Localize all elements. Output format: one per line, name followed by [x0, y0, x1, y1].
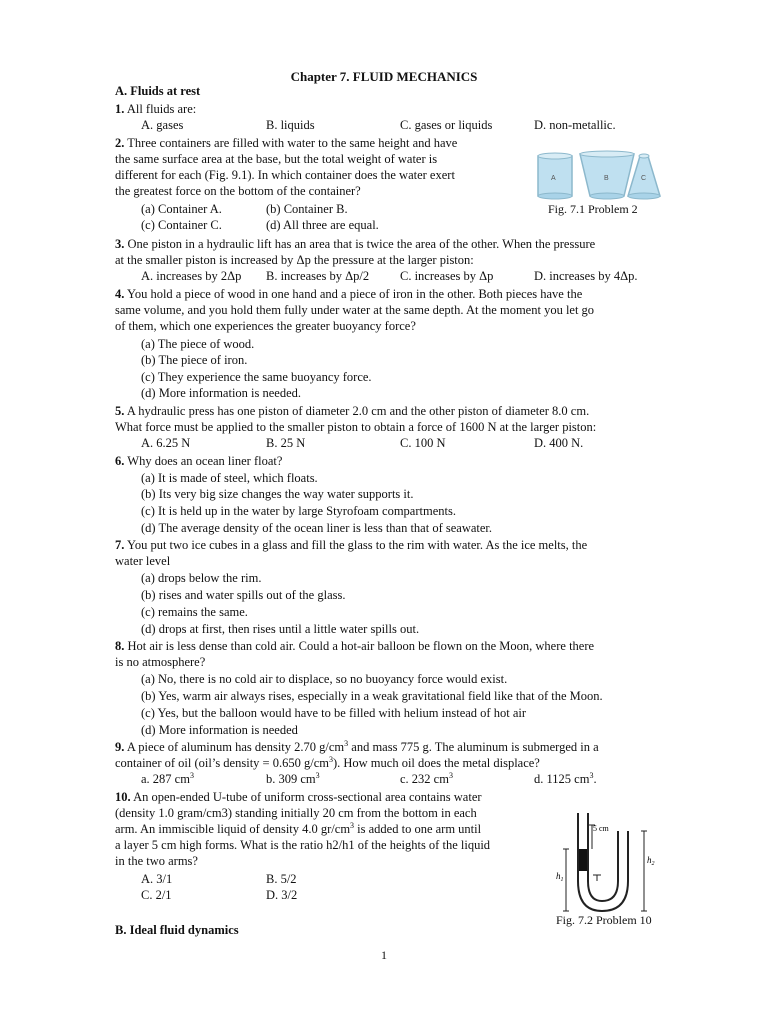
question-4-line-3: of them, which one experiences the greater buoyancy force? — [115, 319, 416, 333]
q5-option-d: D. 400 N. — [534, 436, 584, 450]
q2-option-a: (a) Container A. — [141, 202, 222, 216]
question-7-line-1: 7. You put two ice cubes in a glass and fill the glass to the rim with water. As the ice melts, the — [115, 538, 588, 552]
q9-option-b: b. 309 $cm^3$ — [266, 770, 320, 786]
figure-7-1-caption: Fig. 7.1 Problem 2 — [548, 202, 638, 216]
q7-option-a: (a) drops below the rim. — [141, 571, 262, 585]
question-7-line-2: water level — [115, 554, 171, 568]
q8-option-b: (b) Yes, warm air always rises, especially in a weak gravitational field like that of the Moon. — [141, 689, 603, 703]
container-label-c: C — [641, 175, 647, 182]
question-10-line-3: arm. An immiscible liquid of density 4.0 $gr/cm^3$ is added to one arm until — [115, 820, 482, 836]
question-2-line-3: different for each (Fig. 9.1). In which container does the water exert — [115, 168, 455, 182]
q5-option-c: C. 100 N — [400, 436, 446, 450]
question-2-line-2: the same surface area at the base, but the total weight of water is — [115, 152, 438, 166]
q1-option-d: D. non-metallic. — [534, 118, 616, 132]
question-4-line-2: same volume, and you hold them fully under water at the same depth. At the moment you let go — [115, 303, 595, 317]
q9-option-a: a. 287 $cm^3$ — [141, 770, 194, 786]
question-10-line-2: (density 1.0 gram/cm3) standing initially 20 cm from the bottom in each — [115, 806, 477, 820]
question-1: 1. All fluids are: — [115, 102, 197, 116]
q4-option-a: (a) The piece of wood. — [141, 337, 255, 351]
question-9-line-2: container of oil (oil’s density = 0.650 $g/cm^3$). How much oil does the metal displace? — [115, 754, 540, 770]
container-label-b: B — [604, 175, 609, 182]
question-3-line-1: 3. One piston in a hydraulic lift has an area that is twice the area of the other. When the pressure — [115, 237, 596, 251]
label-h1: $h_1$ — [556, 871, 564, 883]
question-4-line-1: 4. You hold a piece of wood in one hand and a piece of iron in the other. Both pieces have the — [115, 287, 583, 301]
figure-7-2-u-tube — [548, 803, 666, 915]
q7-option-d: (d) drops at first, then rises until a little water spills out. — [141, 622, 420, 636]
q4-option-b: (b) The piece of iron. — [141, 353, 248, 367]
q2-option-c: (c) Container C. — [141, 218, 222, 232]
q8-option-a: (a) No, there is no cold air to displace, so no buoyancy force would exist. — [141, 672, 508, 686]
question-8-line-2: is no atmosphere? — [115, 655, 206, 669]
q9-option-d: d. 1125 $cm^3$. — [534, 770, 597, 786]
question-6-line-1: 6. Why does an ocean liner float? — [115, 454, 283, 468]
label-h2: $h_2$ — [647, 855, 655, 867]
question-9-line-1: 9. A piece of aluminum has density 2.70 $g/cm^3$ and mass 775 g. The aluminum is submerged in a — [115, 738, 599, 754]
page-number: 1 — [381, 948, 387, 962]
q3-option-d: D. increases by 4Δp. — [534, 269, 638, 283]
figure-7-1-containers — [536, 150, 664, 200]
q1-option-c: C. gases or liquids — [400, 118, 493, 132]
question-5-line-1: 5. A hydraulic press has one piston of diameter 2.0 cm and the other piston of diameter 8.0 cm. — [115, 404, 590, 418]
section-b-heading: B. Ideal fluid dynamics — [115, 923, 239, 937]
q2-option-d: (d) All three are equal. — [266, 218, 379, 232]
q10-option-c: C. 2/1 — [141, 888, 172, 902]
q6-option-b: (b) Its very big size changes the way water supports it. — [141, 487, 414, 501]
q3-option-a: A. increases by 2Δp — [141, 269, 242, 283]
q6-option-d: (d) The average density of the ocean liner is less than that of seawater. — [141, 521, 493, 535]
figure-7-2-caption: Fig. 7.2 Problem 10 — [556, 913, 652, 927]
question-8-line-1: 8. Hot air is less dense than cold air. Could a hot-air balloon be flown on the Moon, where there — [115, 639, 595, 653]
section-a-heading: A. Fluids at rest — [115, 84, 201, 98]
q4-option-d: (d) More information is needed. — [141, 386, 302, 400]
chapter-title: Chapter 7. FLUID MECHANICS — [290, 69, 478, 84]
q5-option-a: A. 6.25 N — [141, 436, 191, 450]
q9-option-c: c. 232 $cm^3$ — [400, 770, 453, 786]
question-10-line-1: 10. An open-ended U-tube of uniform cross-sectional area contains water — [115, 790, 482, 804]
question-10-line-4: a layer 5 cm high forms. What is the ratio h2/h1 of the heights of the liquid — [115, 838, 491, 852]
q6-option-c: (c) It is held up in the water by large Styrofoam compartments. — [141, 504, 456, 518]
q10-option-b: B. 5/2 — [266, 872, 297, 886]
question-5-line-2: What force must be applied to the smaller piston to obtain a force of 1600 N at the larger piston: — [115, 420, 597, 434]
q1-option-a: A. gases — [141, 118, 184, 132]
q3-option-b: B. increases by Δp/2 — [266, 269, 370, 283]
q8-option-c: (c) Yes, but the balloon would have to be filled with helium instead of hot air — [141, 706, 526, 720]
question-2-line-4: the greatest force on the bottom of the container? — [115, 184, 361, 198]
q8-option-d: (d) More information is needed — [141, 723, 298, 737]
container-label-a: A — [551, 175, 556, 182]
q7-option-b: (b) rises and water spills out of the glass. — [141, 588, 346, 602]
q1-option-b: B. liquids — [266, 118, 315, 132]
q4-option-c: (c) They experience the same buoyancy force. — [141, 370, 372, 384]
q5-option-b: B. 25 N — [266, 436, 306, 450]
question-2-line-1: 2. Three containers are filled with water to the same height and have — [115, 136, 458, 150]
q10-option-a: A. 3/1 — [141, 872, 173, 886]
q7-option-c: (c) remains the same. — [141, 605, 248, 619]
q6-option-a: (a) It is made of steel, which floats. — [141, 471, 318, 485]
question-10-line-5: in the two arms? — [115, 854, 198, 868]
question-3-line-2: at the smaller piston is increased by Δp the pressure at the larger piston: — [115, 253, 474, 267]
dense-liquid-layer — [579, 849, 587, 871]
label-5cm: 5 cm — [593, 824, 609, 833]
q2-option-b: (b) Container B. — [266, 202, 348, 216]
q3-option-c: C. increases by Δp — [400, 269, 494, 283]
q10-option-d: D. 3/2 — [266, 888, 298, 902]
